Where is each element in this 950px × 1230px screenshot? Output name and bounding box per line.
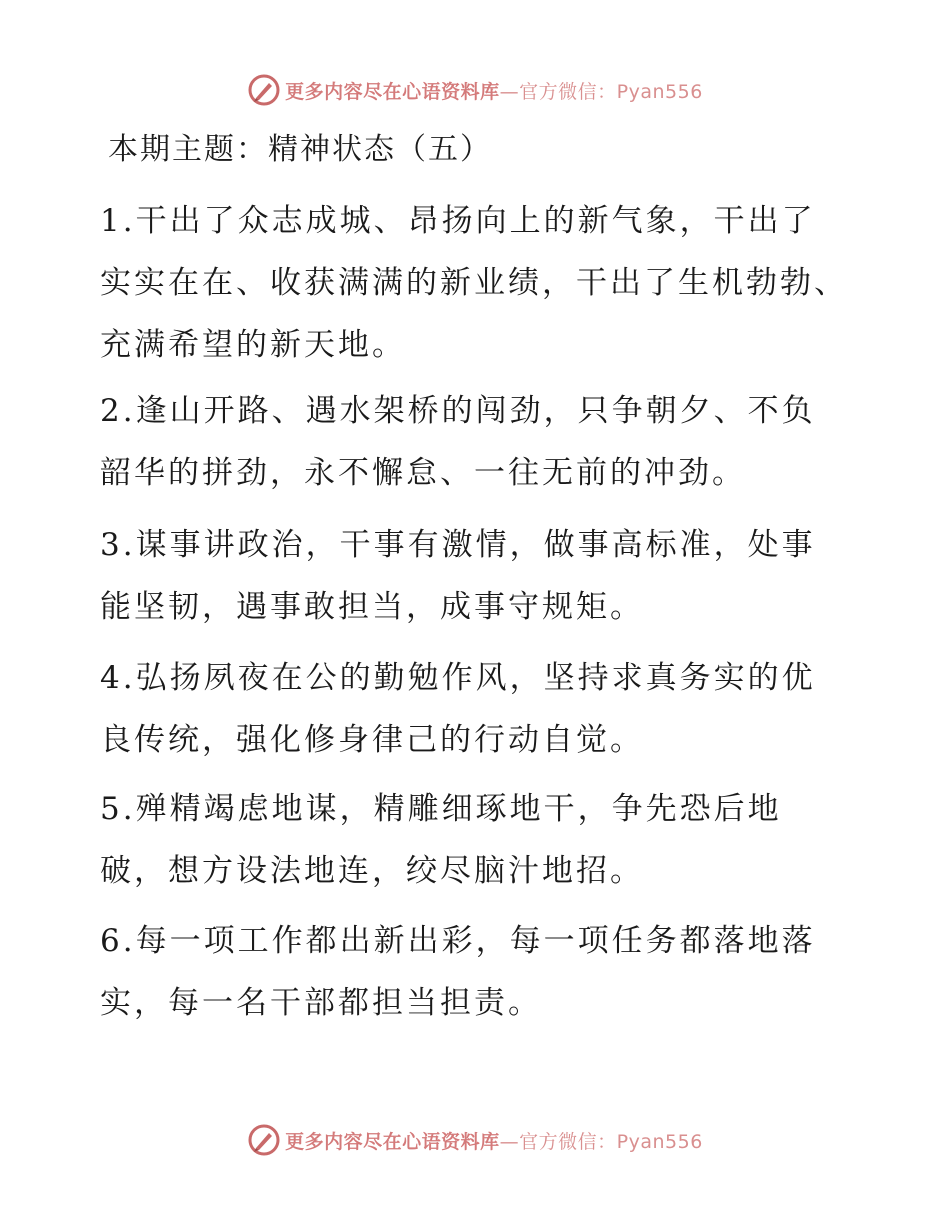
- watermark-text: [285, 1127, 703, 1154]
- text-line: 2.逢山开路、遇水架桥的闯劲，只争朝夕、不负: [100, 393, 816, 429]
- text-line: 1.干出了众志成城、昂扬向上的新气象，干出了: [100, 203, 816, 239]
- watermark-text: [285, 77, 703, 104]
- pen-logo-icon: [247, 1123, 281, 1157]
- pen-logo-icon: [247, 73, 281, 107]
- text-line: 3.谋事讲政治，干事有激情，做事高标准，处事: [100, 527, 816, 563]
- list-item: [100, 514, 840, 638]
- text-line: 能坚韧，遇事敢担当，成事守规矩。: [100, 589, 644, 625]
- text-line: 4.弘扬夙夜在公的勤勉作风，坚持求真务实的优: [100, 660, 816, 696]
- text-line: 韶华的拼劲，永不懈怠、一往无前的冲劲。: [100, 455, 746, 491]
- text-line: 实，每一名干部都担当担责。: [100, 985, 542, 1021]
- text-line: 充满希望的新天地。: [100, 327, 406, 363]
- list-item: [100, 380, 840, 504]
- watermark-dash: —: [499, 1130, 520, 1153]
- text-line: 实实在在、收获满满的新业绩，干出了生机勃勃、: [100, 265, 848, 301]
- text-line: 破，想方设法地连，绞尽脑汁地招。: [100, 853, 644, 889]
- watermark-dash: —: [499, 80, 520, 103]
- text-line: 良传统，强化修身律己的行动自觉。: [100, 722, 644, 758]
- watermark-main: 更多内容尽在心语资料库: [285, 1130, 500, 1153]
- list-item: [100, 647, 840, 771]
- text-line: 6.每一项工作都出新出彩，每一项任务都落地落: [100, 923, 816, 959]
- footer-watermark: [0, 1120, 950, 1160]
- watermark-suffix: 官方微信：Pyan556: [519, 80, 703, 103]
- watermark-main: 更多内容尽在心语资料库: [285, 80, 500, 103]
- header-watermark: [0, 70, 950, 110]
- list-item: [100, 778, 840, 902]
- page-title: 本期主题：精神状态（五）: [108, 132, 492, 167]
- watermark-suffix: 官方微信：Pyan556: [519, 1130, 703, 1153]
- list-item: [100, 910, 840, 1034]
- list-item: [100, 190, 848, 376]
- text-line: 5.殚精竭虑地谋，精雕细琢地干，争先恐后地: [100, 791, 782, 827]
